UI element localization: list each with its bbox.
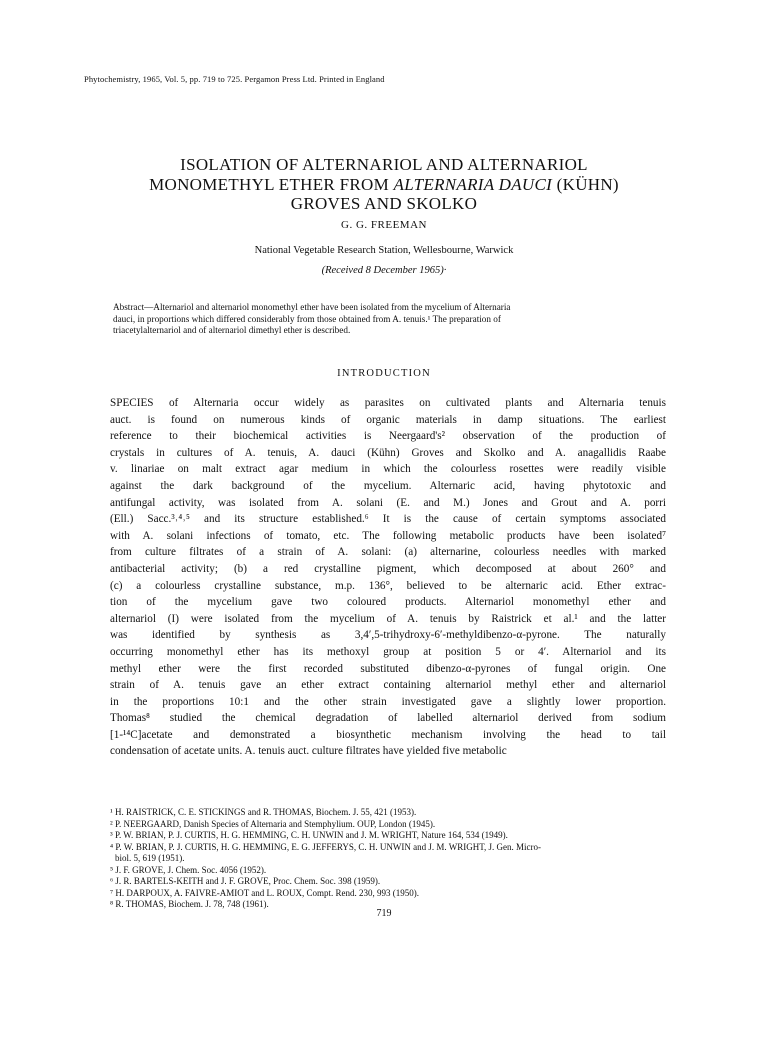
received-date: (Received 8 December 1965)· — [321, 265, 447, 276]
title-line-2-c: (KÜHN) — [552, 174, 619, 194]
body-line: (c) a colourless crystalline substance, m.p. 136°, believed to be alternaric acid. Ether extrac- — [110, 579, 666, 592]
body-line: methyl ether were the first recorded substituted dibenzo-α-pyrones of fungal origin. One — [110, 662, 666, 675]
footnote: ⁷ H. DARPOUX, A. FAIVRE-AMIOT and L. ROUX, Compt. Rend. 230, 993 (1950). — [110, 887, 420, 898]
body-line: reference to their biochemical activities is Neergaard's² observation of the production of — [110, 430, 666, 443]
body-line: SPECIES of Alternaria occur widely as parasites on cultivated plants and Alternaria tenuis — [110, 397, 666, 409]
title-line-3: GROVES AND SKOLKO — [290, 194, 478, 213]
body-line: antibacterial activity; (b) a red crystalline pigment, which decomposed at about 260° and — [110, 562, 666, 575]
footnote: ² P. NEERGAARD, Danish Species of Alternaria and Stemphylium. OUP, London (1945). — [110, 818, 436, 829]
body-line: (Ell.) Sacc.³˒⁴˒⁵ and its structure established.⁶ It is the cause of certain symptoms associated — [110, 513, 666, 526]
abstract-line: Abstract—Alternariol and alternariol monomethyl ether have been isolated from the mycelium of Alternaria — [113, 302, 511, 312]
abstract-line: dauci, in proportions which differed considerably from those obtained from A. tenuis.¹ The preparation of — [113, 313, 501, 324]
body-line: tion of the mycelium gave two coloured products. Alternariol monomethyl ether and — [110, 596, 666, 609]
footnotes — [110, 807, 670, 911]
author-name: G. G. FREEMAN — [341, 219, 427, 231]
body-line: crystals in cultures of A. tenuis, A. dauci (Kühn) Groves and Skolko and A. anagallidis Raabe — [110, 446, 666, 459]
section-heading: INTRODUCTION — [337, 368, 431, 379]
footnote: ⁵ J. F. GROVE, J. Chem. Soc. 4056 (1952). — [110, 864, 267, 875]
body-line: strain of A. tenuis gave an ether extract containing alternariol methyl ether and alternariol — [110, 679, 666, 692]
abstract-line: triacetylalternariol and of alternariol dimethyl ether is described. — [113, 325, 351, 336]
body-line: from culture filtrates of a strain of A. solani: (a) alternarine, colourless needles with marked — [110, 546, 666, 559]
footnote: ⁶ J. R. BARTELS-KEITH and J. F. GROVE, Proc. Chem. Soc. 398 (1959). — [110, 876, 381, 886]
body-line: condensation of acetate units. A. tenuis auct. culture filtrates have yielded five metabolic — [110, 745, 507, 758]
body-line: occurring monomethyl ether has its methoxyl group at position 5 or 4′. Alternariol and its — [110, 645, 666, 658]
running-head: Phytochemistry, 1965, Vol. 5, pp. 719 to 725. Pergamon Press Ltd. Printed in England — [84, 74, 385, 84]
body-line: auct. is found on numerous kinds of organic materials in damp situations. The earliest — [110, 413, 666, 426]
author-affiliation: National Vegetable Research Station, Wellesbourne, Warwick — [254, 245, 514, 256]
title-line-2-a: MONOMETHYL ETHER FROM — [149, 174, 394, 194]
body-line: with A. solani infections of tomato, etc. The following metabolic products have been isolated⁷ — [110, 529, 666, 542]
body-line: in the proportions 10:1 and the other strain investigated gave a slightly lower proportion. — [110, 695, 666, 708]
body-line: Thomas⁸ studied the chemical degradation of labelled alternariol derived from sodium — [110, 712, 666, 725]
body-text — [110, 395, 666, 760]
title-line-1: ISOLATION OF ALTERNARIOL AND ALTERNARIOL — [180, 155, 588, 174]
footnote: ⁴ P. W. BRIAN, P. J. CURTIS, H. G. HEMMING, E. G. JEFFERYS, C. H. UNWIN and J. M. WRIGHT, J. Gen. Micro- — [110, 841, 542, 852]
article-title — [60, 155, 708, 214]
footnote: ⁸ R. THOMAS, Biochem. J. 78, 748 (1961). — [110, 899, 269, 909]
body-line: was identified by synthesis as 3,4′,5-trihydroxy-6′-methyldibenzo-α-pyrone. The naturally — [110, 629, 666, 642]
abstract — [113, 302, 658, 337]
title-line-2-species: ALTERNARIA DAUCI — [393, 174, 553, 194]
page-number: 719 — [376, 908, 392, 919]
body-line: antifungal activity, was isolated from A. solani (E. and M.) Jones and Grout and A. porri — [110, 496, 666, 509]
body-line: alternariol (I) were isolated from the mycelium of A. tenuis by Raistrick et al.¹ and the latter — [110, 612, 666, 625]
footnote: ³ P. W. BRIAN, P. J. CURTIS, H. G. HEMMING, C. H. UNWIN and J. M. WRIGHT, Nature 164, 534 (1949). — [110, 830, 508, 840]
footnote: ¹ H. RAISTRICK, C. E. STICKINGS and R. THOMAS, Biochem. J. 55, 421 (1953). — [110, 807, 417, 817]
body-line: v. linariae on malt extract agar medium in which the colourless rosettes were readily visible — [110, 463, 666, 476]
footnote: biol. 5, 619 (1951). — [115, 853, 185, 863]
title-line-2 — [60, 175, 708, 195]
body-line: [1-¹⁴C]acetate and demonstrated a biosynthetic mechanism involving the head to tail — [110, 728, 666, 741]
body-line: against the dark background of the mycelium. Alternaric acid, having phytotoxic and — [110, 479, 666, 492]
